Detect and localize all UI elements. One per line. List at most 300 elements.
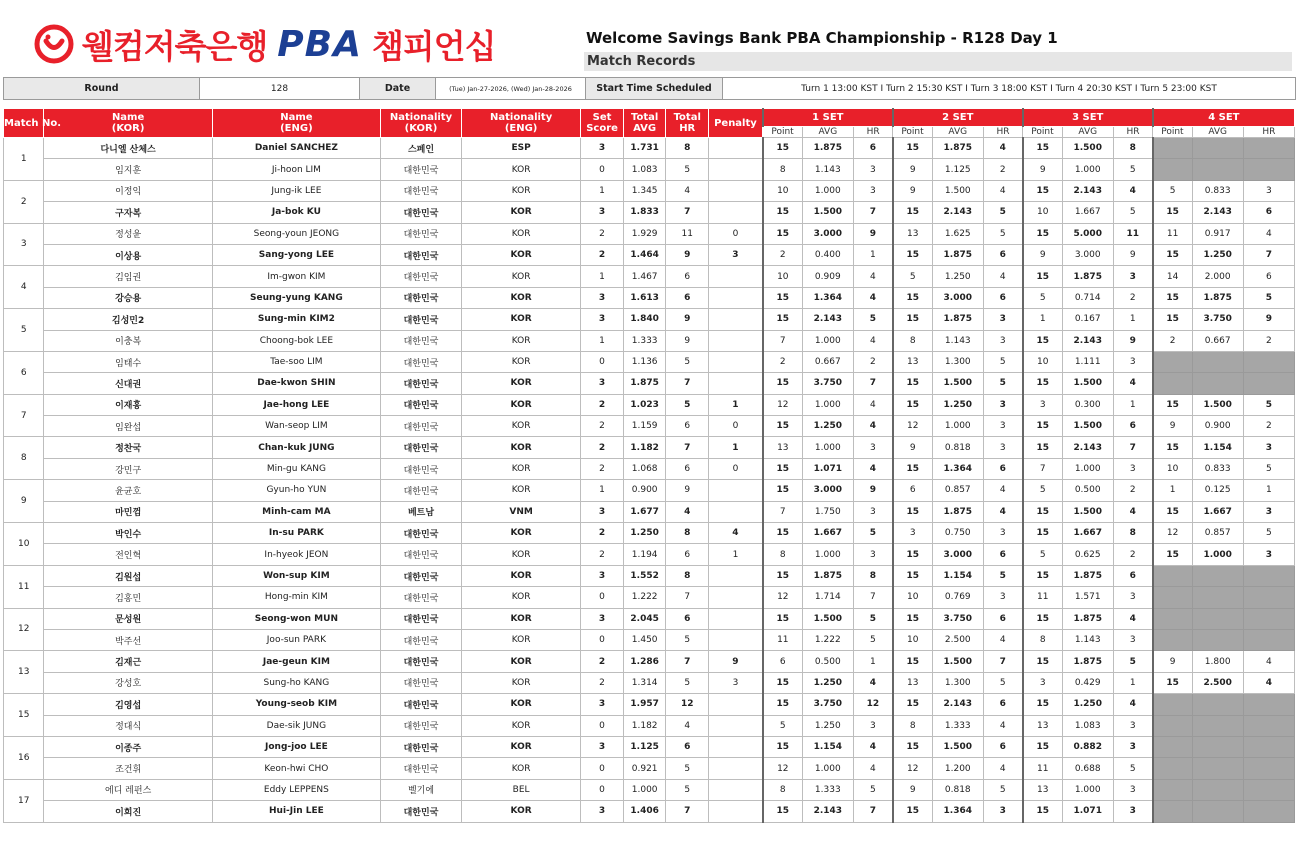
total-hr: 5 [666,159,709,180]
penalty-value [709,736,763,757]
set-4-point: 15 [1153,202,1192,223]
table-row [4,416,1295,437]
set-score: 1 [581,480,624,501]
set-3-avg: 1.667 [1062,523,1113,544]
set-3-hr: 8 [1113,138,1152,159]
set-1-point: 15 [763,694,802,715]
penalty-value [709,159,763,180]
set-1-point: 7 [763,330,802,351]
set-1-avg: 1.500 [802,202,853,223]
set-4-hr: 6 [1243,202,1294,223]
nationality-eng: KOR [461,202,580,223]
nationality-eng: KOR [461,736,580,757]
total-avg: 1.613 [623,287,666,308]
nationality-kor: 벨기에 [381,779,462,800]
set-3-hr: 5 [1113,159,1152,180]
set-4-point: 1 [1153,480,1192,501]
player-name-eng: Chan-kuk JUNG [212,437,380,458]
nationality-eng: KOR [461,672,580,693]
set-1-hr: 2 [853,351,892,372]
welcome-logo-icon [34,24,74,64]
set-score: 3 [581,736,624,757]
set-1-avg: 3.000 [802,480,853,501]
player-name-kor: 전인혁 [44,544,212,565]
set-score: 3 [581,309,624,330]
set-3-avg: 2.143 [1062,180,1113,201]
penalty-value [709,351,763,372]
nationality-kor: 대한민국 [381,373,462,394]
set-4-point: 11 [1153,223,1192,244]
set-2-hr: 3 [983,587,1022,608]
set-1-hr: 5 [853,779,892,800]
table-row [4,244,1295,265]
set-2-point: 12 [893,416,932,437]
set-2-point: 15 [893,309,932,330]
col-nat-eng: Nationality (ENG) [461,109,580,138]
penalty-value [709,694,763,715]
col-set-4-hr: HR [1243,127,1294,138]
set-2-avg: 1.625 [932,223,983,244]
set-4-avg: 0.125 [1192,480,1243,501]
nationality-eng: KOR [461,266,580,287]
empty-set-cell [1192,587,1243,608]
nationality-kor: 대한민국 [381,159,462,180]
set-1-avg: 1.667 [802,523,853,544]
set-2-point: 15 [893,694,932,715]
total-hr: 5 [666,758,709,779]
set-score: 2 [581,458,624,479]
total-hr: 9 [666,309,709,330]
set-3-hr: 3 [1113,736,1152,757]
penalty-value [709,758,763,779]
set-1-avg: 1.000 [802,180,853,201]
total-hr: 7 [666,373,709,394]
set-4-avg: 0.917 [1192,223,1243,244]
col-name-kor: Name (KOR) [44,109,212,138]
set-1-hr: 4 [853,287,892,308]
match-number: 15 [4,694,44,737]
nationality-kor: 대한민국 [381,458,462,479]
total-hr: 5 [666,351,709,372]
set-score: 2 [581,437,624,458]
nationality-eng: KOR [461,587,580,608]
set-1-hr: 3 [853,437,892,458]
set-1-hr: 4 [853,416,892,437]
match-number: 4 [4,266,44,309]
player-name-kor: 강승용 [44,287,212,308]
date-label: Date [360,78,436,100]
set-2-avg: 0.857 [932,480,983,501]
total-avg: 1.194 [623,544,666,565]
nationality-eng: KOR [461,715,580,736]
set-1-avg: 1.000 [802,330,853,351]
set-3-avg: 1.500 [1062,416,1113,437]
player-name-kor: 김재근 [44,651,212,672]
nationality-kor: 대한민국 [381,416,462,437]
set-3-point: 13 [1023,779,1062,800]
set-4-hr: 9 [1243,309,1294,330]
set-2-point: 15 [893,287,932,308]
set-1-hr: 4 [853,266,892,287]
table-row [4,266,1295,287]
set-2-avg: 1.154 [932,565,983,586]
table-row [4,608,1295,629]
empty-set-cell [1153,608,1192,629]
match-number: 6 [4,351,44,394]
empty-set-cell [1153,736,1192,757]
set-3-hr: 5 [1113,202,1152,223]
player-name-eng: Sung-ho KANG [212,672,380,693]
set-4-avg: 1.875 [1192,287,1243,308]
set-1-avg: 1.000 [802,437,853,458]
nationality-kor: 대한민국 [381,694,462,715]
set-1-avg: 1.875 [802,565,853,586]
nationality-eng: KOR [461,180,580,201]
player-name-eng: Jae-hong LEE [212,394,380,415]
set-2-hr: 3 [983,437,1022,458]
empty-set-cell [1153,351,1192,372]
set-2-point: 15 [893,565,932,586]
set-4-hr: 4 [1243,672,1294,693]
penalty-value [709,779,763,800]
set-3-point: 9 [1023,159,1062,180]
set-score: 3 [581,373,624,394]
set-2-point: 9 [893,437,932,458]
set-3-point: 15 [1023,608,1062,629]
set-4-avg: 0.857 [1192,523,1243,544]
col-set-4: 4 SET [1153,109,1295,127]
total-hr: 6 [666,416,709,437]
empty-set-cell [1243,715,1294,736]
set-1-hr: 4 [853,394,892,415]
total-hr: 5 [666,779,709,800]
set-2-avg: 2.500 [932,629,983,650]
match-number: 9 [4,480,44,523]
nationality-kor: 스페인 [381,138,462,159]
player-name-kor: 문성원 [44,608,212,629]
set-2-hr: 3 [983,309,1022,330]
penalty-value [709,180,763,201]
set-3-avg: 1.500 [1062,373,1113,394]
total-avg: 1.136 [623,351,666,372]
set-3-point: 15 [1023,373,1062,394]
set-3-point: 15 [1023,736,1062,757]
empty-set-cell [1153,565,1192,586]
set-score: 2 [581,523,624,544]
nationality-kor: 대한민국 [381,523,462,544]
set-1-point: 15 [763,202,802,223]
set-3-hr: 11 [1113,223,1152,244]
empty-set-cell [1243,608,1294,629]
nationality-eng: KOR [461,244,580,265]
empty-set-cell [1192,159,1243,180]
total-hr: 9 [666,480,709,501]
set-3-hr: 9 [1113,244,1152,265]
total-avg: 1.957 [623,694,666,715]
total-avg: 1.083 [623,159,666,180]
set-3-hr: 3 [1113,587,1152,608]
set-2-hr: 5 [983,779,1022,800]
set-1-point: 15 [763,608,802,629]
set-4-point: 15 [1153,394,1192,415]
total-avg: 0.921 [623,758,666,779]
nationality-kor: 대한민국 [381,180,462,201]
empty-set-cell [1153,587,1192,608]
set-3-avg: 1.875 [1062,651,1113,672]
empty-set-cell [1192,715,1243,736]
set-2-hr: 6 [983,244,1022,265]
set-score: 0 [581,351,624,372]
set-2-hr: 3 [983,416,1022,437]
date-value: (Tue) Jan-27-2026, (Wed) Jan-28-2026 [436,78,586,100]
nationality-eng: KOR [461,608,580,629]
set-2-hr: 5 [983,202,1022,223]
set-1-avg: 1.333 [802,779,853,800]
nationality-kor: 대한민국 [381,202,462,223]
set-1-point: 12 [763,758,802,779]
penalty-value [709,587,763,608]
set-2-hr: 3 [983,523,1022,544]
player-name-eng: Seong-won MUN [212,608,380,629]
table-row [4,736,1295,757]
col-set-4-point: Point [1153,127,1192,138]
set-3-hr: 1 [1113,672,1152,693]
set-3-point: 15 [1023,330,1062,351]
penalty-value [709,287,763,308]
total-hr: 6 [666,544,709,565]
set-2-point: 15 [893,202,932,223]
table-row [4,202,1295,223]
player-name-eng: Hui-Jin LEE [212,801,380,822]
set-2-point: 10 [893,587,932,608]
penalty-value [709,801,763,822]
col-set-1-point: Point [763,127,802,138]
player-name-kor: 이희진 [44,801,212,822]
set-2-point: 12 [893,758,932,779]
nationality-eng: KOR [461,694,580,715]
total-hr: 6 [666,608,709,629]
col-match-no: Match No. [4,109,44,138]
player-name-eng: Seong-youn JEONG [212,223,380,244]
set-2-hr: 5 [983,565,1022,586]
set-2-point: 9 [893,159,932,180]
player-name-eng: Won-sup KIM [212,565,380,586]
set-1-avg: 3.000 [802,223,853,244]
nationality-kor: 대한민국 [381,437,462,458]
round-value: 128 [200,78,360,100]
total-avg: 1.159 [623,416,666,437]
nationality-kor: 대한민국 [381,608,462,629]
set-1-avg: 1.000 [802,758,853,779]
nationality-kor: 대한민국 [381,394,462,415]
set-4-hr: 5 [1243,394,1294,415]
empty-set-cell [1192,629,1243,650]
player-name-eng: Jong-joo LEE [212,736,380,757]
set-2-avg: 1.200 [932,758,983,779]
set-2-hr: 5 [983,373,1022,394]
brand-logo [34,22,495,66]
empty-set-cell [1243,587,1294,608]
col-set-3-hr: HR [1113,127,1152,138]
set-3-avg: 1.071 [1062,801,1113,822]
empty-set-cell [1192,736,1243,757]
nationality-kor: 대한민국 [381,351,462,372]
set-4-point: 2 [1153,330,1192,351]
set-1-avg: 1.750 [802,501,853,522]
set-1-hr: 9 [853,480,892,501]
match-number: 12 [4,608,44,651]
set-2-point: 13 [893,351,932,372]
total-hr: 7 [666,202,709,223]
set-4-avg: 3.750 [1192,309,1243,330]
set-1-hr: 9 [853,223,892,244]
nationality-kor: 대한민국 [381,758,462,779]
penalty-value: 0 [709,416,763,437]
set-3-hr: 3 [1113,351,1152,372]
nationality-eng: BEL [461,779,580,800]
set-2-point: 15 [893,801,932,822]
set-2-hr: 6 [983,287,1022,308]
set-4-avg: 2.000 [1192,266,1243,287]
set-1-point: 15 [763,801,802,822]
nationality-eng: KOR [461,159,580,180]
logo-text-championship: 챔피언십 [371,26,496,66]
set-2-hr: 4 [983,715,1022,736]
set-1-avg: 2.143 [802,309,853,330]
nationality-eng: KOR [461,416,580,437]
set-2-point: 13 [893,672,932,693]
set-score: 2 [581,394,624,415]
col-set-1-hr: HR [853,127,892,138]
nationality-kor: 대한민국 [381,309,462,330]
penalty-value [709,715,763,736]
set-1-point: 2 [763,351,802,372]
set-3-avg: 0.688 [1062,758,1113,779]
empty-set-cell [1243,565,1294,586]
set-2-avg: 1.333 [932,715,983,736]
penalty-value [709,629,763,650]
set-3-point: 13 [1023,715,1062,736]
set-2-hr: 5 [983,223,1022,244]
set-score: 2 [581,416,624,437]
player-name-kor: 조건휘 [44,758,212,779]
player-name-eng: Wan-seop LIM [212,416,380,437]
total-avg: 1.552 [623,565,666,586]
penalty-value [709,266,763,287]
player-name-eng: In-hyeok JEON [212,544,380,565]
set-4-hr: 2 [1243,416,1294,437]
set-2-avg: 1.250 [932,266,983,287]
set-3-point: 7 [1023,458,1062,479]
set-3-point: 3 [1023,672,1062,693]
set-1-avg: 1.714 [802,587,853,608]
total-hr: 4 [666,180,709,201]
player-name-kor: 이정익 [44,180,212,201]
set-3-avg: 1.875 [1062,266,1113,287]
set-3-hr: 6 [1113,565,1152,586]
total-avg: 1.731 [623,138,666,159]
set-4-point: 15 [1153,501,1192,522]
nationality-kor: 대한민국 [381,544,462,565]
penalty-value: 1 [709,437,763,458]
set-3-hr: 5 [1113,651,1152,672]
col-set-2-point: Point [893,127,932,138]
set-3-avg: 1.000 [1062,779,1113,800]
player-name-kor: 김임권 [44,266,212,287]
set-2-point: 15 [893,501,932,522]
player-name-kor: 마민껌 [44,501,212,522]
set-3-point: 10 [1023,351,1062,372]
table-row [4,629,1295,650]
set-4-hr: 1 [1243,480,1294,501]
set-1-hr: 3 [853,544,892,565]
set-score: 3 [581,501,624,522]
set-4-hr: 5 [1243,458,1294,479]
col-set-3-point: Point [1023,127,1062,138]
player-name-eng: Dae-sik JUNG [212,715,380,736]
set-1-hr: 4 [853,330,892,351]
nationality-eng: KOR [461,287,580,308]
set-2-avg: 1.500 [932,180,983,201]
nationality-kor: 대한민국 [381,244,462,265]
match-number: 2 [4,180,44,223]
set-3-avg: 5.000 [1062,223,1113,244]
set-1-point: 15 [763,565,802,586]
set-4-point: 9 [1153,651,1192,672]
set-3-avg: 0.300 [1062,394,1113,415]
set-score: 2 [581,544,624,565]
total-avg: 1.222 [623,587,666,608]
empty-set-cell [1192,758,1243,779]
total-avg: 1.000 [623,779,666,800]
total-avg: 1.333 [623,330,666,351]
nationality-eng: KOR [461,458,580,479]
col-set-4-avg: AVG [1192,127,1243,138]
set-1-avg: 0.909 [802,266,853,287]
table-row [4,480,1295,501]
set-4-point: 15 [1153,244,1192,265]
penalty-value [709,608,763,629]
set-1-point: 8 [763,159,802,180]
set-score: 1 [581,266,624,287]
table-row [4,544,1295,565]
set-3-avg: 1.875 [1062,565,1113,586]
player-name-eng: Ja-bok KU [212,202,380,223]
total-hr: 7 [666,587,709,608]
set-1-avg: 1.250 [802,715,853,736]
set-3-hr: 3 [1113,779,1152,800]
table-row [4,672,1295,693]
nationality-eng: KOR [461,373,580,394]
set-2-avg: 1.300 [932,351,983,372]
set-score: 1 [581,180,624,201]
col-set-1: 1 SET [763,109,893,127]
set-1-point: 15 [763,223,802,244]
set-3-hr: 6 [1113,416,1152,437]
penalty-value: 0 [709,223,763,244]
set-1-point: 8 [763,779,802,800]
set-2-hr: 6 [983,458,1022,479]
empty-set-cell [1153,694,1192,715]
player-name-kor: 박주선 [44,629,212,650]
set-2-hr: 6 [983,544,1022,565]
empty-set-cell [1192,801,1243,822]
col-set-3-avg: AVG [1062,127,1113,138]
total-hr: 12 [666,694,709,715]
player-name-eng: Minh-cam MA [212,501,380,522]
set-2-avg: 0.769 [932,587,983,608]
set-1-avg: 1.000 [802,394,853,415]
